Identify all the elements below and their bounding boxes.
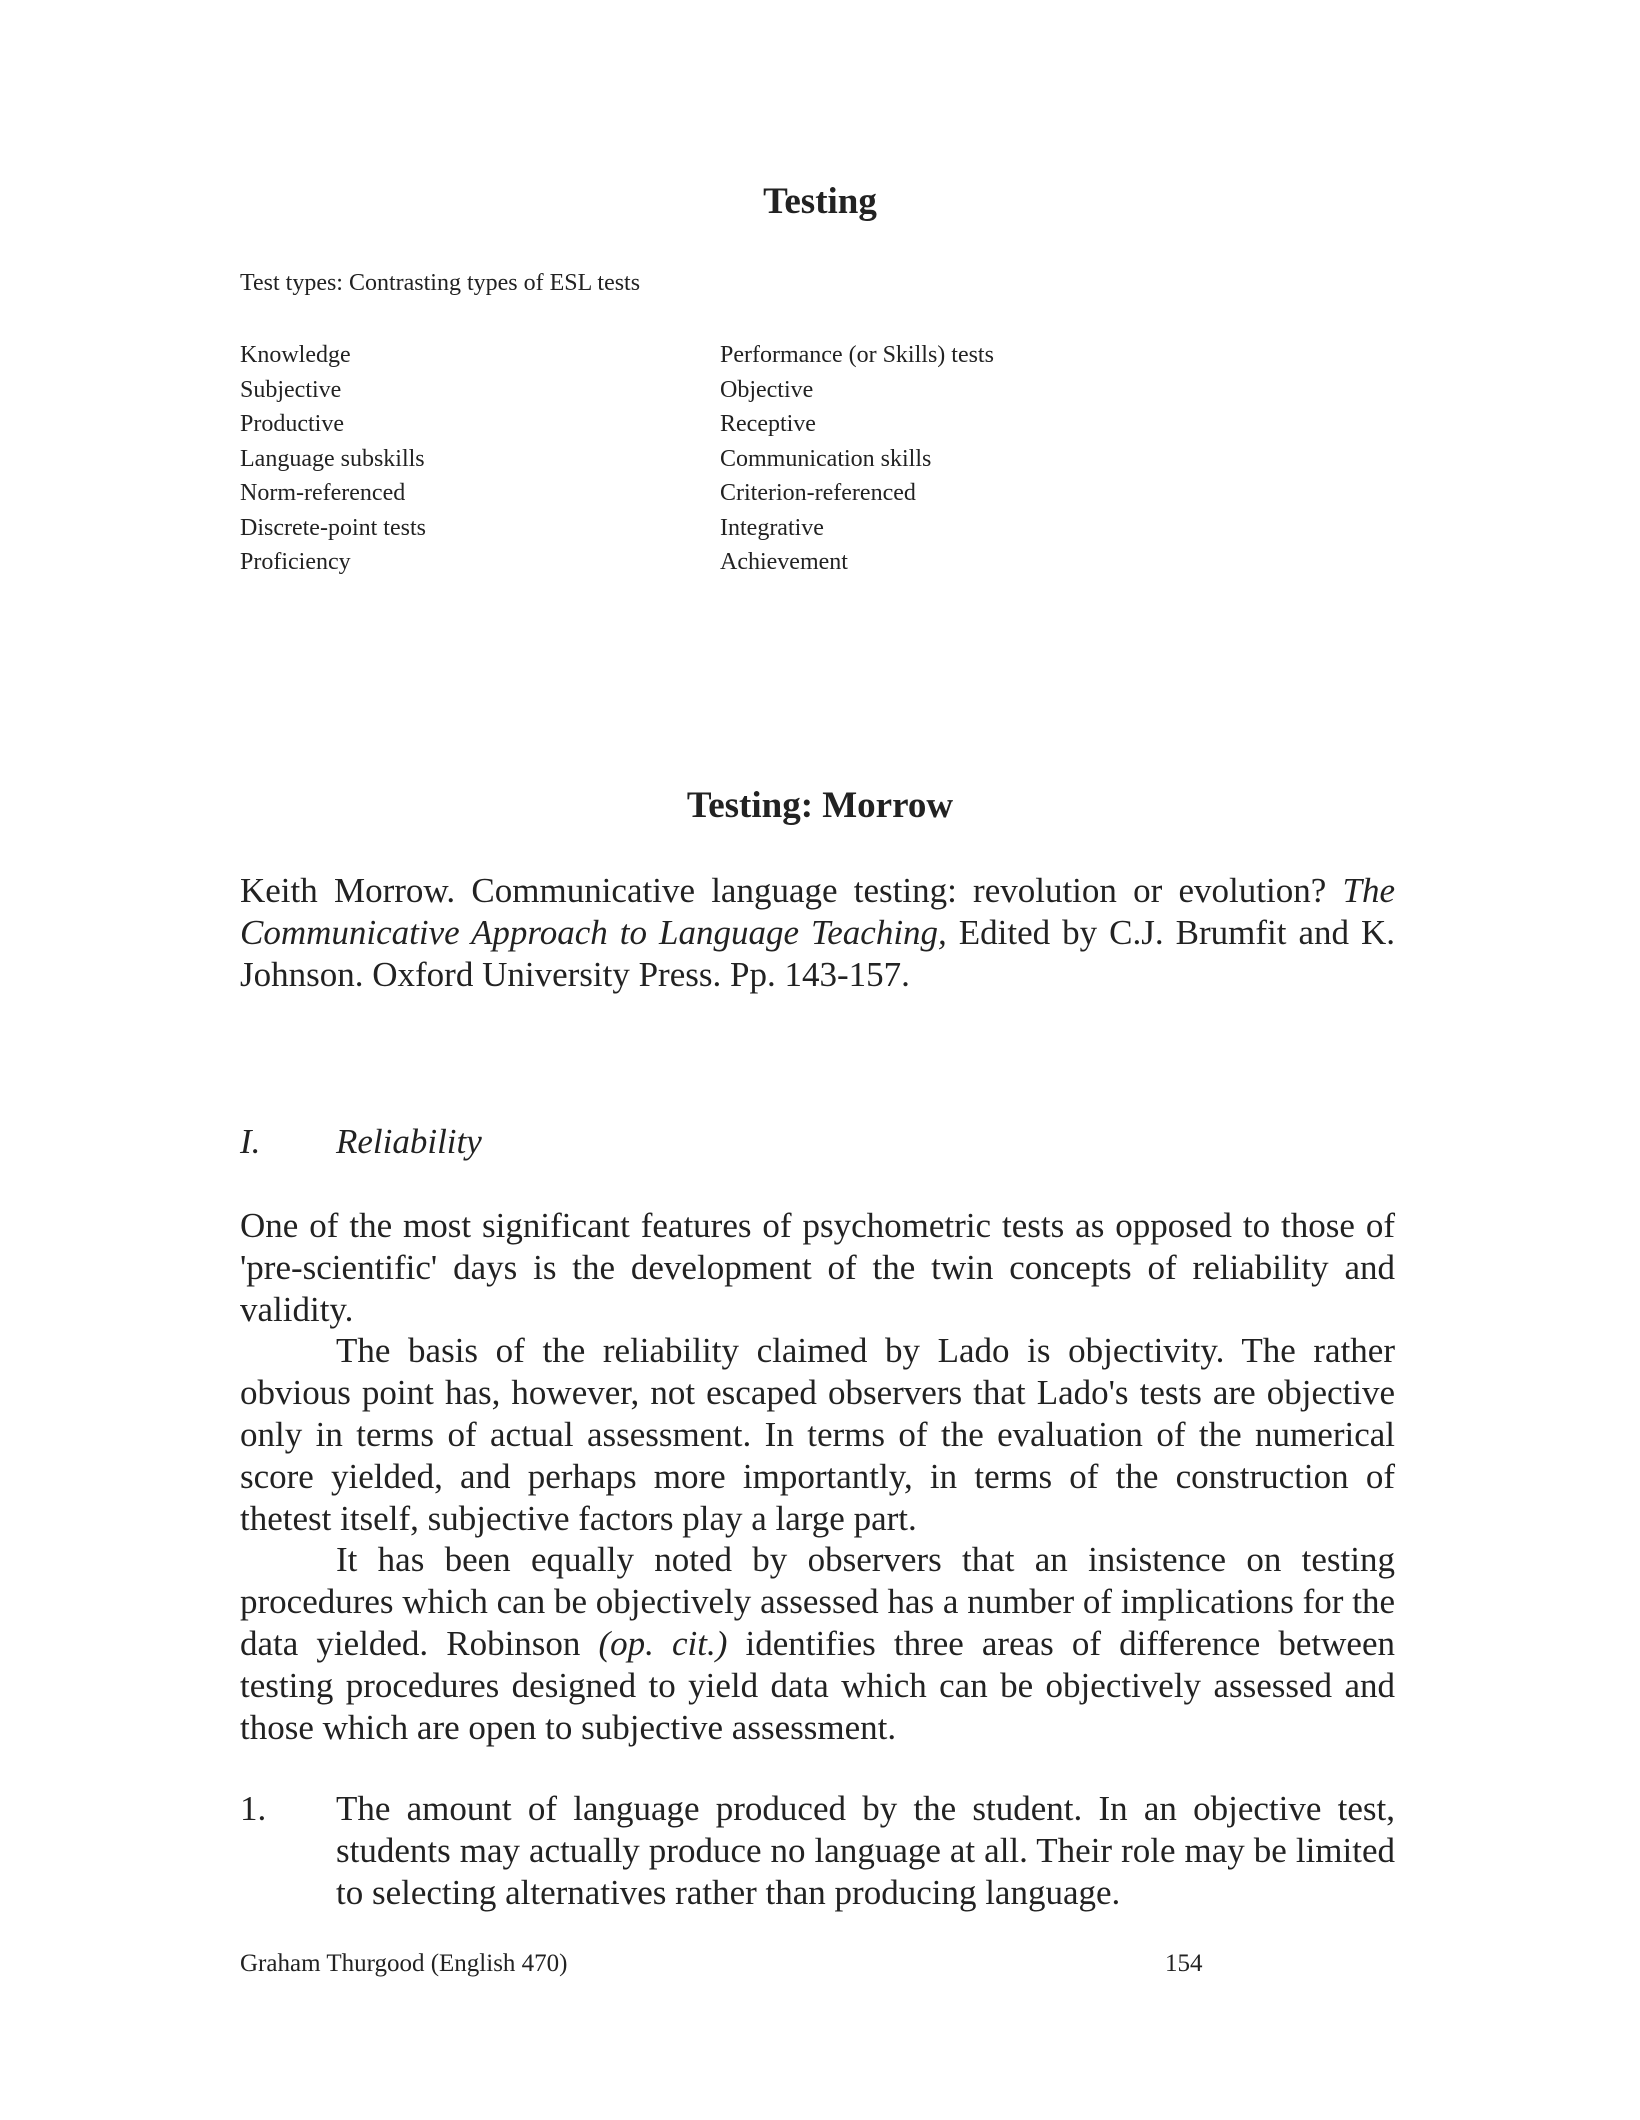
test-type-row xyxy=(240,511,1200,546)
section-heading xyxy=(240,1122,482,1162)
citation-part1: Keith Morrow. Communicative language testing: revolution or evolution? xyxy=(240,871,1343,910)
test-type-row xyxy=(240,545,1200,580)
test-type-left: Language subskills xyxy=(240,445,425,472)
test-types-table xyxy=(240,338,1200,580)
body-text xyxy=(240,1205,1395,1748)
list-item-text: The amount of language produced by the student. In an objective test, students may actually produce no language at all. Their role may be limited to selecting alternatives rather than producing language. xyxy=(336,1789,1395,1912)
test-type-left: Knowledge xyxy=(240,342,351,368)
test-type-right: Performance (or Skills) tests xyxy=(720,342,994,368)
test-type-row xyxy=(240,407,1200,442)
inline-citation: (op. cit.) xyxy=(598,1623,728,1663)
test-type-right: Receptive xyxy=(720,411,816,437)
footer-author: Graham Thurgood (English 470) xyxy=(240,1950,568,1977)
paragraph-part: It has been equally noted by observers that an insistence on testing procedures which can be objectively assessed has a number of implications for the data yielded. Robinson xyxy=(240,1540,1395,1663)
test-type-right: Communication skills xyxy=(720,445,932,472)
test-type-right: Integrative xyxy=(720,514,824,541)
test-type-left: Discrete-point tests xyxy=(240,514,426,541)
test-type-left: Proficiency xyxy=(240,549,351,575)
test-type-right: Criterion-referenced xyxy=(720,480,916,506)
test-type-left: Norm-referenced xyxy=(240,480,406,506)
section-number: I. xyxy=(240,1122,261,1161)
test-type-row xyxy=(240,338,1200,373)
section-heading-text: Reliability xyxy=(336,1122,482,1161)
test-type-right: Achievement xyxy=(720,549,848,575)
list-item-number: 1. xyxy=(240,1789,267,1828)
page-number: 154 xyxy=(1165,1950,1203,1977)
test-type-right: Objective xyxy=(720,376,814,403)
citation xyxy=(240,870,1395,996)
test-type-left: Subjective xyxy=(240,376,342,403)
paragraph: One of the most significant features of psychometric tests as opposed to those of 'pre-scientific' days is the development of the twin concepts of reliability and validity. xyxy=(240,1206,1395,1329)
paragraph xyxy=(240,1539,1395,1748)
test-type-row xyxy=(240,373,1200,408)
citation-book-title: The Communicative Approach to Language Teaching, xyxy=(240,871,1395,952)
paragraph: The basis of the reliability claimed by Lado is objectivity. The rather obvious point has, however, not escaped observers that Lado's tests are objective only in terms of actual assessment. In terms of the evaluation of the numerical score yielded, and perhaps more importantly, in terms of the construction of thetest itself, subjective factors play a large part. xyxy=(240,1331,1395,1538)
citation-part2: Edited by C.J. Brumfit and K. Johnson. Oxford University Press. Pp. 143-157. xyxy=(240,913,1396,994)
test-type-row xyxy=(240,442,1200,477)
paragraph-part: identifies three areas of difference between testing procedures designed to yield data which can be objectively assessed and those which are open to subjective assessment. xyxy=(240,1623,1395,1747)
test-types-subtitle: Test types: Contrasting types of ESL tests xyxy=(240,270,641,296)
test-type-row xyxy=(240,476,1200,511)
section-title: Testing: Morrow xyxy=(686,785,954,826)
list-item xyxy=(240,1788,1395,1913)
page-title: Testing xyxy=(763,181,877,222)
test-type-left: Productive xyxy=(240,411,344,437)
